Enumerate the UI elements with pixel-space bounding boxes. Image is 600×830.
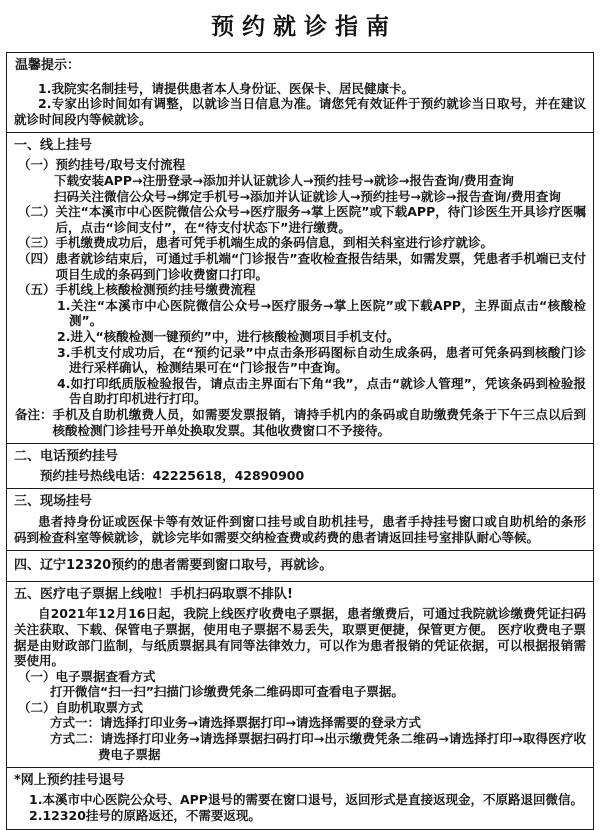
item4-label: （四） [18,251,56,267]
item5-step-3: 3.手机支付成功后，在“预约记录”中点击条形码图标自动生成条码，患者可凭条码到核酸门诊进行采样确认，检测结果可在“门诊报告”中查询。 [57,344,586,376]
section2-heading: 二、电话预约挂号 [14,448,119,464]
s5-item1-title: 电子票据查看方式 [55,668,156,684]
section-online-registration [6,132,594,444]
section3-text: 患者持身份证或医保卡等有效证件到窗口挂号或自助机挂号，患者手持挂号窗口或自助机给的条形码到检查科室等候就诊，就诊完毕如需要交纳检查费或药费的患者请返回挂号室排队耐心等候。 [14,513,586,545]
section-e-invoice [6,581,594,769]
hotline-numbers: 预约挂号热线电话：42225618，42890900 [40,468,305,484]
item1-flow-wechat: 扫码关注微信公众号→绑定手机号→添加并认证就诊人→预约挂号→就诊→报告查询/费用查询 [54,188,561,204]
item2-text: 关注“本溪市中心医院微信公众号→医疗服务→掌上医院”或下载APP，待门诊医生开具诊疗医嘱后，点击“诊间支付”，在“待支付状态下”进行缴费。 [55,204,586,235]
refund-heading: *网上预约挂号退号 [14,772,125,788]
s5-item2-title: 自助机取票方式 [55,699,144,715]
notice-item-2: 2.专家出诊时间如有调整，以就诊当日信息为准。请您凭有效证件于预约就诊当日取号，并在建议就诊时间段内等候就诊。 [14,96,586,127]
section-onsite-registration [6,488,594,551]
item5-step-2: 2.进入“核酸检测一键预约”中，进行核酸检测项目手机支付。 [57,329,400,344]
note-text: 手机及自助机缴费人员，如需要发票报销，请持手机内的条码或自助缴费凭条于下午三点以后到核酸检测门诊挂号开单处换取发票。其他收费窗口不予接待。 [52,406,586,438]
section4-heading: 四、辽宁12320预约的患者需要到窗口取号，再就诊。 [14,557,333,573]
section1-item2 [18,204,586,235]
section1-item3 [18,235,586,251]
note-label: 备注： [15,406,53,422]
s5-item1-label: （一） [18,668,56,684]
section5-intro: 自2021年12月16日起，我院上线医疗收费电子票据，患者缴费后，可通过我院就诊缴费凭证扫码关注获取、下载、保管电子票据，使用电子票据不易丢失，取票更便捷，保管更方便。 医疗收费电子票据是由财政部门监制，与纸质票据具有同等法律效力，可以作为患者报销的凭证依据，可以根据报销需要使用。 [14,606,586,669]
s5-method-2: 方式二：请选择打印业务→请选择票据扫码打印→出示缴费凭条二维码→请选择打印→取得医疗收费电子票据 [50,731,586,762]
s5-item2-label: （二） [18,699,56,715]
section1-item5 [18,282,586,298]
item3-text: 手机缴费成功后，患者可凭手机端生成的条码信息，到相关科室进行诊疗就诊。 [55,235,494,251]
item4-text: 患者就诊结束后，可通过手机端“门诊报告”查收检查报告结果，如需发票，凭患者手机端已支付项目生成的条码到门诊收费窗口打印。 [55,251,586,282]
item5-step-4: 4.如打印纸质版检验报告，请点击主界面右下角“我”，点击“就诊人管理”，凭该条码到检验报告自助打印机进行打印。 [57,375,586,407]
section1-note [15,407,586,438]
item5-step-1: 1.关注“本溪市中心医院微信公众号→医疗服务→掌上医院”或下载APP，主界面点击“核酸检测”。 [57,297,586,329]
item1-flow-app: 下载安装APP→注册登录→添加并认证就诊人→预约挂号→就诊→报告查询/费用查询 [54,173,514,189]
section-12320 [6,550,594,583]
item3-label: （三） [18,235,56,251]
section5-item2 [18,700,586,716]
section3-heading: 三、现场挂号 [14,494,93,510]
section-phone-registration [6,443,594,490]
section1-heading: 一、线上挂号 [14,137,93,153]
section1-item4 [18,251,586,282]
page-title: 预约就诊指南 [211,13,397,40]
item5-label: （五） [18,282,56,298]
notice-item-1: 1.我院实名制挂号，请提供患者本人身份证、医保卡、居民健康卡。 [38,80,414,96]
refund-item-1: 1.本溪市中心医院公众号、APP退号的需要在窗口退号，返回形式是直接返现金，不原路退回微信。 [29,792,583,808]
item5-title: 手机线上核酸检测预约挂号缴费流程 [55,282,256,298]
section5-heading: 五、医疗电子票据上线啦！手机扫码取票不排队! [14,586,293,602]
section-refund [6,767,594,830]
item2-label: （二） [18,204,56,220]
s5-method-1: 方式一：请选择打印业务→请选择票据打印→请选择需要的登录方式 [50,715,421,731]
item1-label: （一） [18,157,56,173]
refund-item-2: 2.12320挂号的原路返还，不需要返现。 [29,807,261,823]
section5-item1 [18,669,586,685]
notice-box [6,52,594,133]
s5-item1-text: 打开微信“扫一扫”扫描门诊缴费凭条二维码即可查看电子票据。 [50,684,404,700]
section1-item1 [18,157,586,173]
item1-title: 预约挂号/取号支付流程 [55,157,186,173]
notice-heading: 温馨提示： [15,58,81,73]
